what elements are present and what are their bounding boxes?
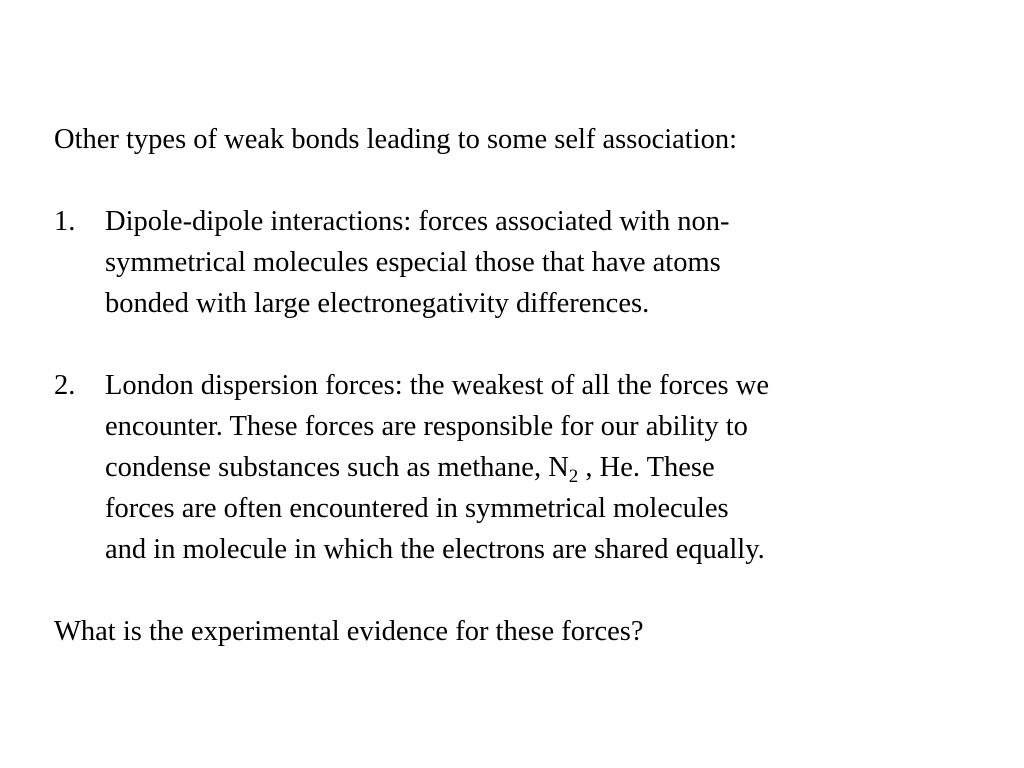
closing-question: What is the experimental evidence for these forces? [54, 616, 644, 647]
item-2-line-4: forces are often encountered in symmetrical molecules [105, 493, 729, 524]
list-number-2: 2. [54, 370, 76, 401]
item-2-line-3 [105, 447, 715, 488]
item-2-line-5: and in molecule in which the electrons are shared equally. [105, 534, 765, 565]
list-number-1: 1. [54, 206, 76, 237]
item-2-line-3-after: , He. These [578, 452, 715, 483]
nitrogen-subscript: 2 [568, 466, 579, 487]
item-1-line-1: Dipole-dipole interactions: forces associated with non- [105, 206, 730, 237]
item-2-line-3-before: condense substances such as methane, N [105, 452, 569, 483]
item-2-line-1: London dispersion forces: the weakest of all the forces we [105, 370, 769, 401]
item-1-line-2: symmetrical molecules especial those that have atoms [105, 247, 721, 278]
item-2-line-2: encounter. These forces are responsible for our ability to [105, 411, 748, 442]
intro-text: Other types of weak bonds leading to some self association: [54, 124, 738, 155]
item-1-line-3: bonded with large electronegativity differences. [105, 288, 650, 319]
